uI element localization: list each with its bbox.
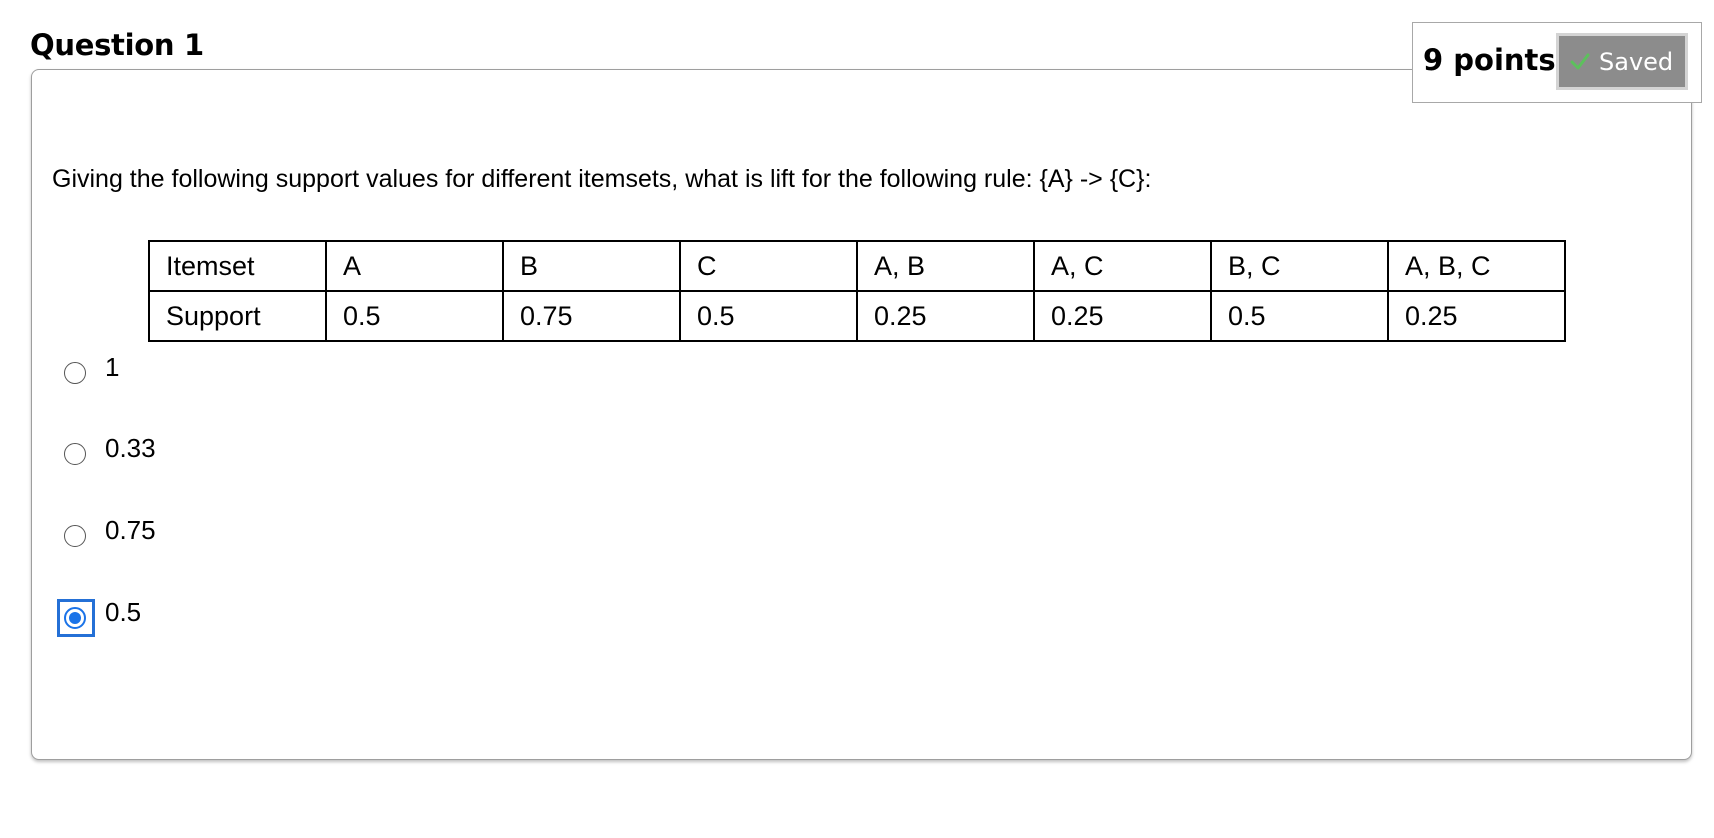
table-row-itemset <box>149 241 1565 291</box>
table-cell: A, B, C <box>1388 241 1565 291</box>
table-cell: 0.75 <box>503 291 680 341</box>
support-table <box>148 240 1566 342</box>
points-panel <box>1412 22 1702 103</box>
radio-button[interactable] <box>64 525 86 547</box>
radio-button[interactable] <box>64 362 86 384</box>
question-title: Question 1 <box>30 28 204 62</box>
points-label: 9 points <box>1423 43 1556 77</box>
radio-checked-icon[interactable] <box>64 607 86 629</box>
table-cell: 0.5 <box>1211 291 1388 341</box>
table-cell: A, C <box>1034 241 1211 291</box>
saved-status-badge <box>1556 33 1688 90</box>
table-cell: B, C <box>1211 241 1388 291</box>
table-cell: Itemset <box>149 241 326 291</box>
table-cell: Support <box>149 291 326 341</box>
table-cell: C <box>680 241 857 291</box>
radio-button[interactable] <box>64 443 86 465</box>
table-cell: A <box>326 241 503 291</box>
option-label[interactable]: 0.33 <box>105 433 156 463</box>
option-label[interactable]: 1 <box>105 352 120 382</box>
table-cell: 0.25 <box>1034 291 1211 341</box>
option-label[interactable]: 0.5 <box>105 597 142 627</box>
table-row-support <box>149 291 1565 341</box>
check-icon <box>1569 51 1591 73</box>
table-cell: 0.5 <box>326 291 503 341</box>
table-cell: 0.5 <box>680 291 857 341</box>
option-label[interactable]: 0.75 <box>105 515 156 545</box>
table-cell: 0.25 <box>1388 291 1565 341</box>
saved-label: Saved <box>1599 47 1674 76</box>
question-prompt: Giving the following support values for different itemsets, what is lift for the following rule: {A} -> {C}: <box>52 165 1152 193</box>
table-cell: A, B <box>857 241 1034 291</box>
table-cell: B <box>503 241 680 291</box>
table-cell: 0.25 <box>857 291 1034 341</box>
